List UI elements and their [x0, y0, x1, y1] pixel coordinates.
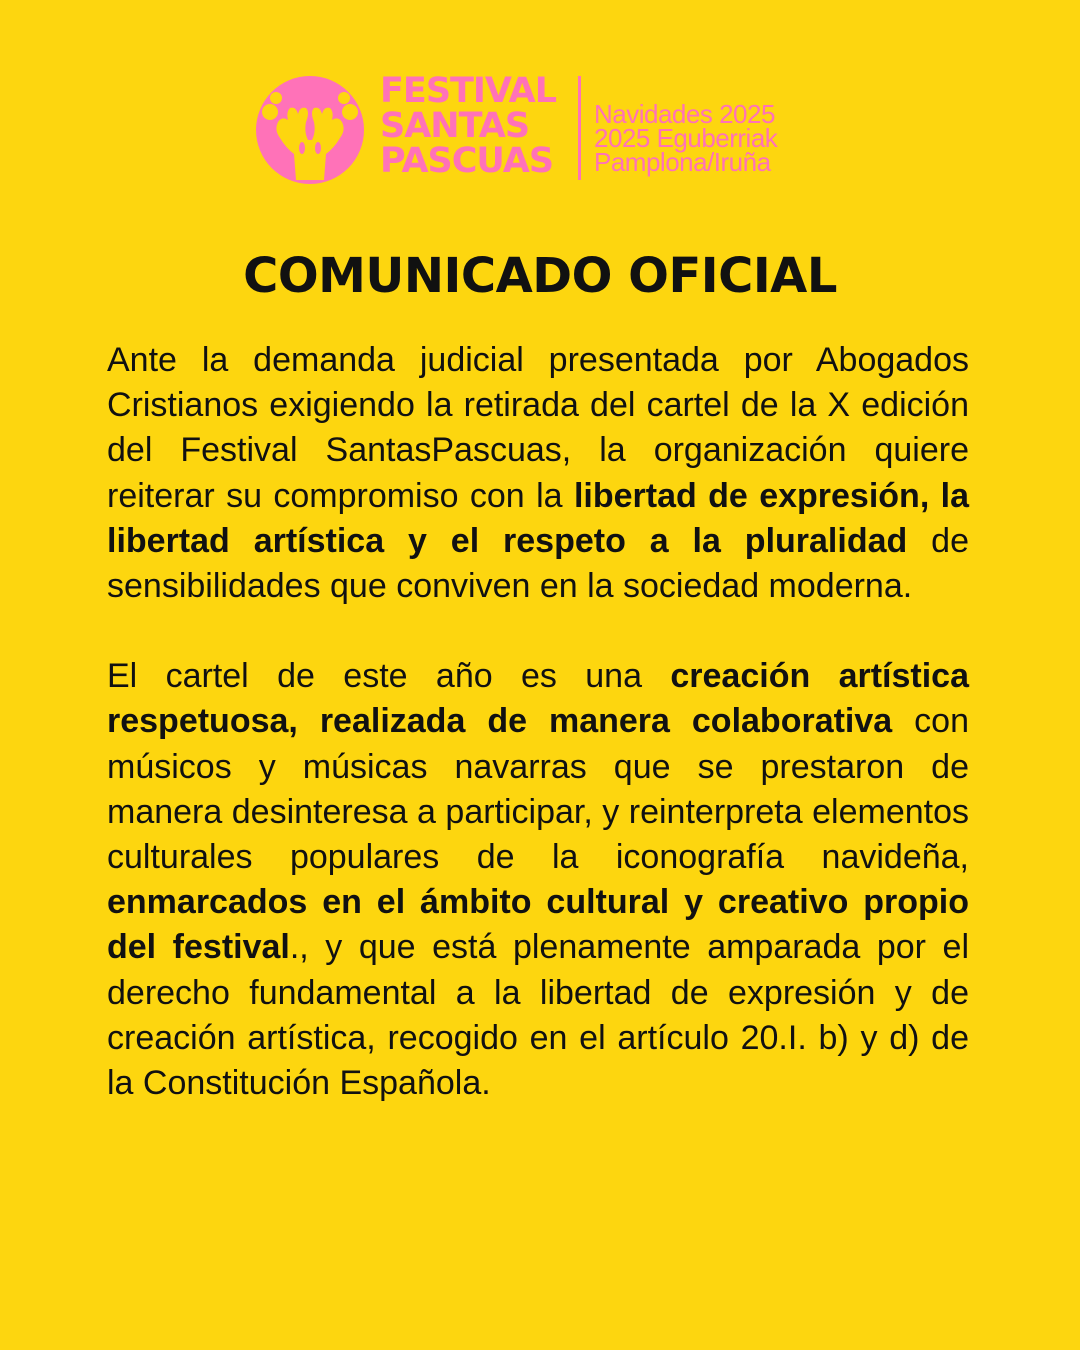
- text-segment: con músicos y músicas navarras que se prestaron de manera desinteresa a participar, y reinterpreta elementos culturales populares de la iconografía navideña,: [107, 702, 969, 877]
- antlers-icon: [256, 76, 364, 184]
- statement-body: [107, 338, 969, 1106]
- text-segment: ., y que está plenamente amparada por el derecho fundamental a la libertad de expresión y de creación artística, recogido en el artículo 20.I. b) y d) de la Constitución Española.: [107, 928, 969, 1103]
- date-line: Navidades 2025: [594, 99, 775, 129]
- emphasis-segment: libertad de expresión, la libertad artística y el respeto a la pluralidad: [107, 476, 969, 560]
- emphasis-segment: creación artística respetuosa, realizada de manera colaborativa: [107, 657, 969, 741]
- logo-divider: [578, 76, 581, 180]
- festival-header: [0, 72, 1080, 182]
- text-segment: Ante la demanda judicial presentada por Abogados Cristianos exigiendo la retirada del cartel de la X edición del Festival SantasPascuas, la organización quiere reiterar su compromiso con la: [107, 341, 969, 515]
- brand-line: PASCUAS: [380, 141, 554, 181]
- brand-line: SANTAS: [380, 106, 530, 146]
- text-segment: de sensibilidades que conviven en la sociedad moderna.: [107, 521, 969, 606]
- festival-dates: [594, 99, 778, 177]
- brand-line: FESTIVAL: [380, 71, 557, 111]
- festival-brand-name: [380, 71, 557, 181]
- paragraph: [107, 338, 969, 609]
- date-line: 2025 Eguberriak: [594, 123, 778, 153]
- page-title: COMUNICADO OFICIAL: [243, 248, 837, 304]
- emphasis-segment: enmarcados en el ámbito cultural y creativo propio del festival: [107, 883, 969, 967]
- date-line: Pamplona/Iruña: [594, 147, 771, 177]
- text-segment: El cartel de este año es una: [107, 657, 671, 696]
- paragraph: [107, 654, 969, 1106]
